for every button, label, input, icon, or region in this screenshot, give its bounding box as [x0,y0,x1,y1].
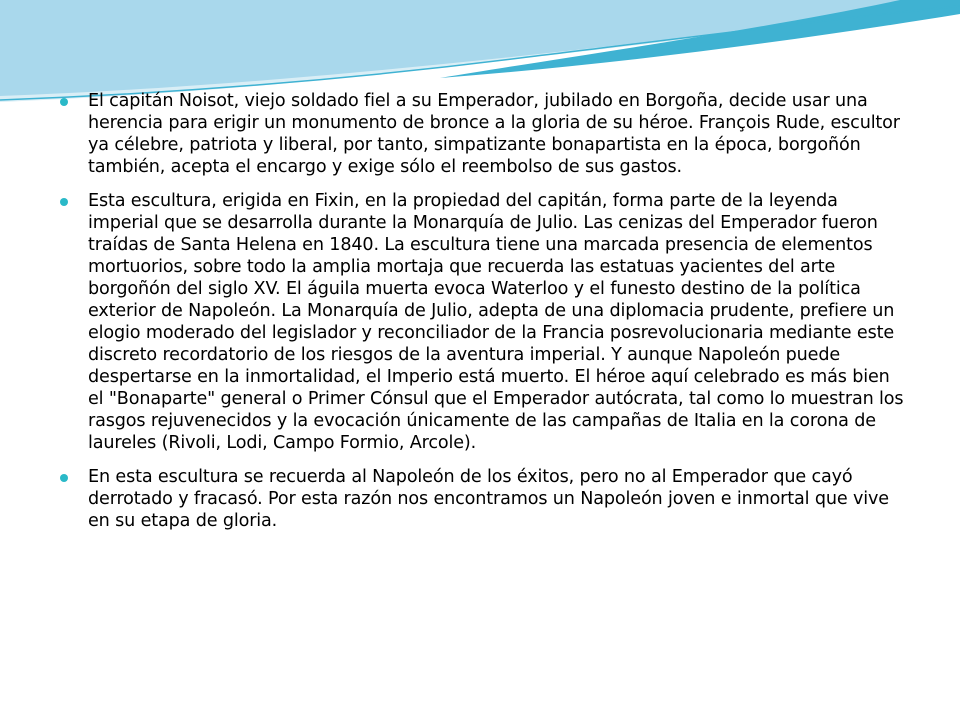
bullet-list [60,90,910,532]
slide-body [60,90,910,544]
bullet-text: En esta escultura se recuerda al Napoleón de los éxitos, pero no al Emperador que cayó derrotado y fracasó. Por esta razón nos encontramos un Napoleón joven e inmortal que vive en su etapa de gloria. [88,467,889,531]
wave-mid [0,0,960,96]
bullet-item [60,466,910,532]
bullet-text: El capitán Noisot, viejo soldado fiel a su Emperador, jubilado en Borgoña, decide usar una herencia para erigir un monumento de bronce a la gloria de su héroe. François Rude, escultor ya célebre, patriota y liberal, por tanto, simpatizante bonapartista en la época, borgoñón también, acepta el encargo y exige sólo el reembolso de sus gastos. [88,91,900,177]
bullet-icon [60,474,68,482]
bullet-item [60,90,910,178]
bullet-text: Esta escultura, erigida en Fixin, en la propiedad del capitán, forma parte de la leyenda imperial que se desarrolla durante la Monarquía de Julio. Las cenizas del Emperador fueron traídas de Santa Helena en 1840. La escultura tiene una marcada presencia de elementos mortuorios, sobre todo la amplia mortaja que recuerda las estatuas yacientes del arte borgoñón del siglo XV. El águila muerta evoca Waterloo y el funesto destino de la política exterior de Napoleón. La Monarquía de Julio, adepta de una diplomacia prudente, prefiere un elogio moderado del legislador y reconciliador de la Francia posrevolucionaria mediante este discreto recordatorio de los riesgos de la aventura imperial. Y aunque Napoleón puede despertarse en la inmortalidad, el Imperio está muerto. El héroe aquí celebrado es más bien el "Bonaparte" general o Primer Cónsul que el Emperador autócrata, tal como lo muestran los rasgos rejuvenecidos y la evocación únicamente de las campañas de Italia en la corona de laureles (Rivoli, Lodi, Campo Formio, Arcole). [88,191,904,453]
bullet-item [60,190,910,454]
bullet-icon [60,98,68,106]
bullet-icon [60,198,68,206]
